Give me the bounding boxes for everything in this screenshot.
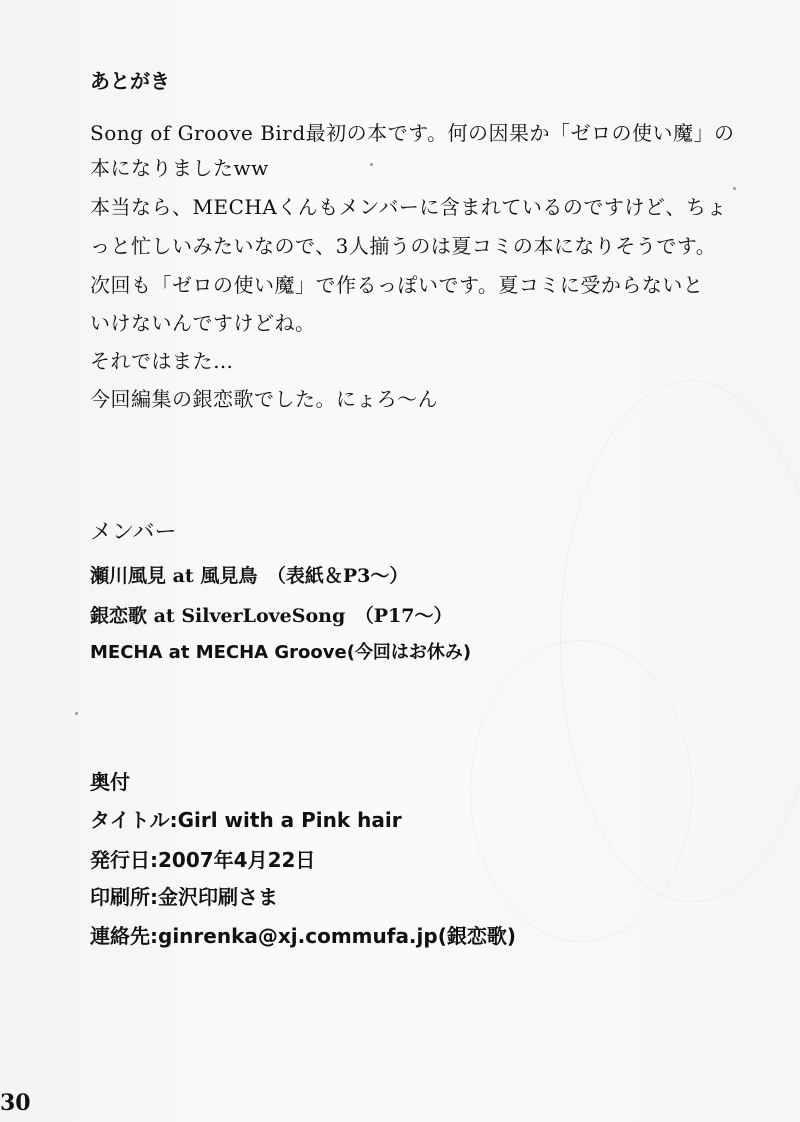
member-line: MECHA at MECHA Groove(今回はお休み) xyxy=(90,642,472,663)
colophon-date-line: 発行日:2007年4月22日 xyxy=(90,848,316,872)
colophon-printer-line: 印刷所:金沢印刷さま xyxy=(90,885,278,909)
member-line: 瀬川風見 at 風見鳥 （表紙＆P3～） xyxy=(90,565,409,587)
afterword-line: っと忙しいみたいなので、3人揃うのは夏コミの本になりそうです。 xyxy=(90,234,717,258)
colophon-title-line: タイトル:Girl with a Pink hair xyxy=(90,808,402,832)
afterword-line: 本当なら、MECHAくんもメンバーに含まれているのですけど、ちょ xyxy=(90,195,727,219)
faint-bleedthrough-shape xyxy=(560,380,800,902)
scan-speck xyxy=(75,712,78,715)
afterword-line: 次回も「ゼロの使い魔」で作るっぽいです。夏コミに受からないと xyxy=(90,273,704,297)
scan-speck xyxy=(370,163,373,166)
afterword-line: 今回編集の銀恋歌でした。にょろ～ん xyxy=(90,387,439,411)
faint-bleedthrough-shape xyxy=(470,640,692,942)
afterword-line: それではまた… xyxy=(90,349,234,373)
afterword-line: Song of Groove Bird最初の本です。何の因果か「ゼロの使い魔」の xyxy=(90,121,735,145)
page-number: 30 xyxy=(0,1090,31,1116)
afterword-heading: あとがき xyxy=(90,69,170,93)
colophon-heading: 奥付 xyxy=(90,770,130,794)
colophon-contact-line: 連絡先:ginrenka@xj.commufa.jp(銀恋歌) xyxy=(90,924,516,948)
afterword-line: いけないんですけどね。 xyxy=(90,311,316,335)
scan-speck xyxy=(733,187,736,190)
member-line: 銀恋歌 at SilverLoveSong （P17～） xyxy=(90,605,453,627)
afterword-line: 本になりましたww xyxy=(90,156,269,180)
members-heading: メンバー xyxy=(90,520,177,545)
